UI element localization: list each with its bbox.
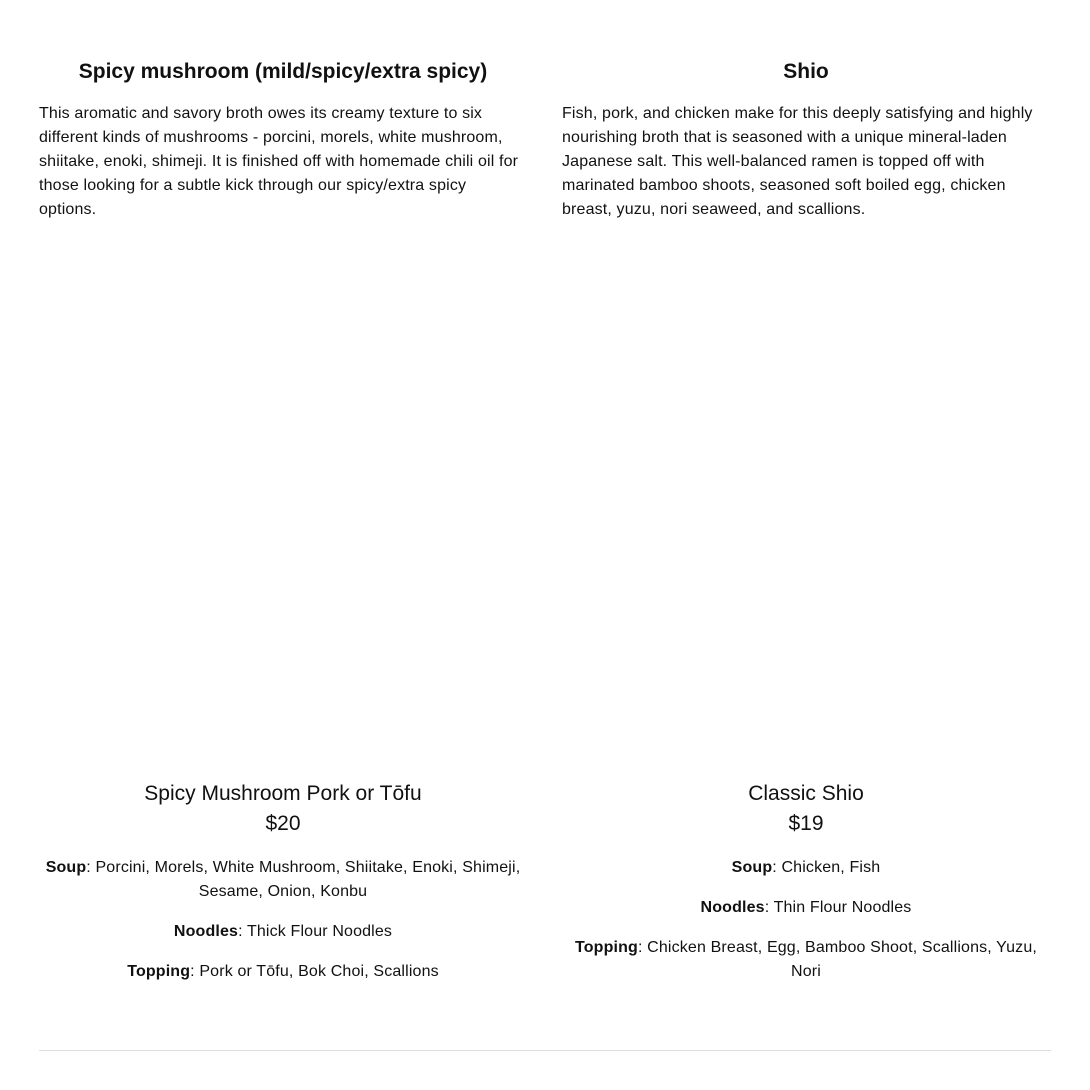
item-name: Spicy Mushroom Pork or Tōfu xyxy=(144,782,422,805)
section-title: Shio xyxy=(783,60,829,83)
menu-item-classic-shio xyxy=(562,780,1050,1000)
dish-image-placeholder xyxy=(562,240,1050,760)
item-detail-noodles xyxy=(562,896,1050,920)
item-detail-topping xyxy=(39,960,527,984)
detail-label: Noodles xyxy=(173,923,239,940)
detail-label: Soup xyxy=(731,859,773,876)
detail-value: : Pork or Tōfu, Bok Choi, Scallions xyxy=(190,963,439,980)
item-detail-soup xyxy=(562,856,1050,880)
dish-image-placeholder xyxy=(39,240,527,760)
detail-label: Soup xyxy=(45,859,87,876)
item-detail-soup xyxy=(39,856,527,904)
detail-value: : Chicken Breast, Egg, Bamboo Shoot, Scallions, Yuzu, Nori xyxy=(637,939,1037,980)
section-title: Spicy mushroom (mild/spicy/extra spicy) xyxy=(78,60,488,83)
menu-item-spicy-mushroom xyxy=(39,780,527,1000)
item-details xyxy=(39,856,527,984)
detail-value: : Thick Flour Noodles xyxy=(238,923,393,940)
item-price: $20 xyxy=(265,812,301,835)
detail-label: Topping xyxy=(127,963,191,980)
section-description: Fish, pork, and chicken make for this deeply satisfying and highly nourishing broth that is seasoned with a unique mineral-laden Japanese salt. This well-balanced ramen is topped off with marinated bamboo shoots, seasoned soft boiled egg, chicken breast, yuzu, nori seaweed, and scallions. xyxy=(562,105,1033,218)
item-name: Classic Shio xyxy=(748,782,864,805)
item-detail-topping xyxy=(562,936,1050,984)
item-price: $19 xyxy=(788,812,824,835)
item-details xyxy=(562,856,1050,984)
section-divider xyxy=(39,1050,1051,1051)
item-detail-noodles xyxy=(39,920,527,944)
detail-value: : Porcini, Morels, White Mushroom, Shiitake, Enoki, Shimeji, Sesame, Onion, Konbu xyxy=(86,859,521,900)
detail-value: : Chicken, Fish xyxy=(772,859,881,876)
detail-label: Noodles xyxy=(700,899,765,916)
detail-label: Topping xyxy=(575,939,638,956)
section-description: This aromatic and savory broth owes its creamy texture to six different kinds of mushrooms - porcini, morels, white mushroom, shiitake, enoki, shimeji. It is finished off with homemade chili oil for those looking for a subtle kick through our spicy/extra spicy options. xyxy=(39,105,519,218)
detail-value: : Thin Flour Noodles xyxy=(764,899,912,916)
